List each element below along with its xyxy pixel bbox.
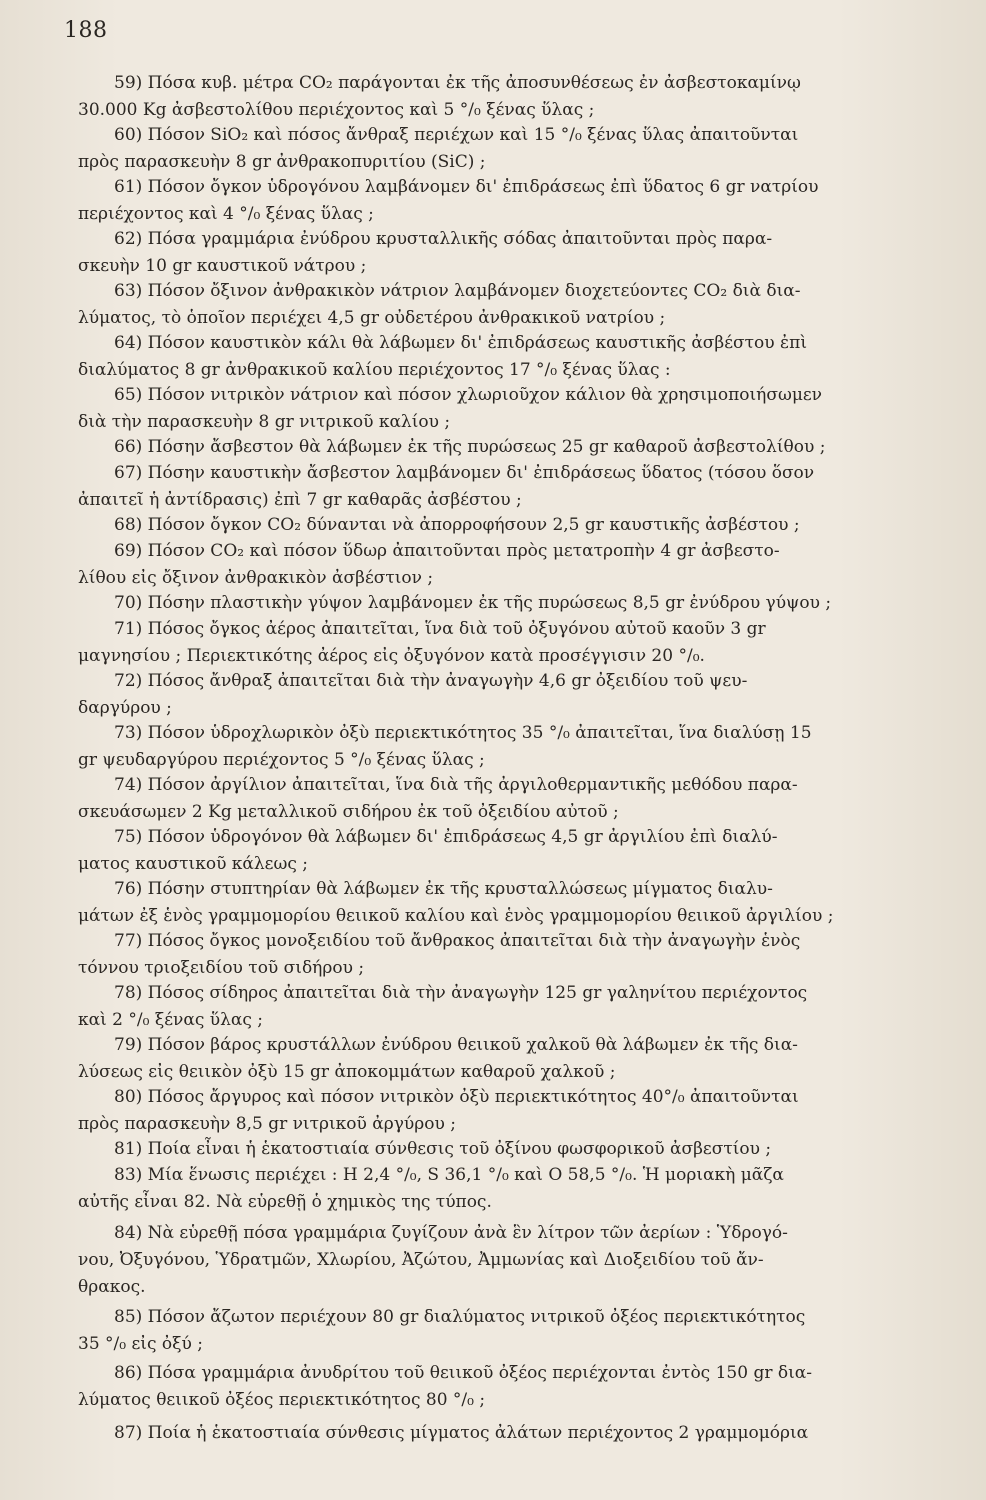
problem-line: σκευάσωμεν 2 Kg μεταλλικοῦ σιδήρου ἐκ τοῦ ὀξειδίου αὐτοῦ ;: [78, 802, 619, 822]
problem-line: 67) Πόσην καυστικὴν ἄσβεστον λαμβάνομεν δι' ἐπιδράσεως ὕδατος (τόσου ὅσον: [114, 463, 815, 483]
problem-line: 86) Πόσα γραμμάρια ἀνυδρίτου τοῦ θειικοῦ ὀξέος περιέχονται ἐντὸς 150 gr δια-: [114, 1363, 812, 1383]
problem-line: καὶ 2 °/₀ ξένας ὕλας ;: [78, 1010, 263, 1030]
problem-line: 60) Πόσον SiO₂ καὶ πόσος ἄνθραξ περιέχων καὶ 15 °/₀ ξένας ὕλας ἀπαιτοῦνται: [114, 125, 799, 145]
problem-73: [0, 720, 986, 774]
problem-61: [0, 174, 986, 228]
problem-78: [0, 980, 986, 1034]
problem-line: μάτων ἐξ ἑνὸς γραμμομορίου θειικοῦ καλίου καὶ ἑνὸς γραμμομορίου θειικοῦ ἀργιλίου ;: [78, 906, 834, 926]
problem-line: μαγνησίου ; Περιεκτικότης ἀέρος εἰς ὀξυγόνον κατὰ προσέγγισιν 20 °/₀.: [78, 646, 705, 666]
problem-line: 81) Ποία εἶναι ἡ ἑκατοστιαία σύνθεσις τοῦ ὀξίνου φωσφορικοῦ ἀσβεστίου ;: [114, 1139, 772, 1159]
problem-line: 71) Πόσος ὄγκος ἀέρος ἀπαιτεῖται, ἵνα διὰ τοῦ ὀξυγόνου αὐτοῦ καοῦν 3 gr: [114, 619, 766, 639]
problem-68: [0, 512, 986, 539]
problem-line: 61) Πόσον ὄγκον ὑδρογόνου λαμβάνομεν δι' ἐπιδράσεως ἐπὶ ὕδατος 6 gr νατρίου: [114, 177, 819, 197]
problem-line: λύματος θειικοῦ ὀξέος περιεκτικότητος 80 °/₀ ;: [78, 1390, 486, 1410]
problem-line: 66) Πόσην ἄσβεστον θὰ λάβωμεν ἐκ τῆς πυρώσεως 25 gr καθαροῦ ἀσβεστολίθου ;: [114, 437, 826, 457]
problem-75: [0, 824, 986, 878]
problem-line: 73) Πόσον ὑδροχλωρικὸν ὀξὺ περιεκτικότητος 35 °/₀ ἀπαιτεῖται, ἵνα διαλύσῃ 15: [114, 723, 812, 743]
problem-69: [0, 538, 986, 592]
problem-83: [0, 1162, 986, 1216]
problem-85: [0, 1304, 986, 1358]
problem-line: διὰ τὴν παρασκευὴν 8 gr νιτρικοῦ καλίου ;: [78, 412, 451, 432]
problem-line: νου, Ὀξυγόνου, Ὑδρατμῶν, Χλωρίου, Ἀζώτου, Ἀμμωνίας καὶ Διοξειδίου τοῦ ἄν-: [78, 1250, 764, 1270]
problem-63: [0, 278, 986, 332]
problem-line: 63) Πόσον ὄξινον ἀνθρακικὸν νάτριον λαμβάνομεν διοχετεύοντες CO₂ διὰ δια-: [114, 281, 801, 301]
problem-line: τόννου τριοξειδίου τοῦ σιδήρου ;: [78, 958, 365, 978]
problem-87: [0, 1420, 986, 1447]
problem-line: δαργύρου ;: [78, 698, 172, 718]
problem-71: [0, 616, 986, 670]
problem-65: [0, 382, 986, 436]
problem-line: πρὸς παρασκευὴν 8,5 gr νιτρικοῦ ἀργύρου ;: [78, 1114, 456, 1134]
problem-line: 65) Πόσον νιτρικὸν νάτριον καὶ πόσον χλωριοῦχον κάλιον θὰ χρησιμοποιήσωμεν: [114, 385, 823, 405]
problem-line: 62) Πόσα γραμμάρια ἐνύδρου κρυσταλλικῆς σόδας ἀπαιτοῦνται πρὸς παρα-: [114, 229, 773, 249]
problem-79: [0, 1032, 986, 1086]
problem-72: [0, 668, 986, 722]
problem-line: σκευὴν 10 gr καυστικοῦ νάτρου ;: [78, 256, 367, 276]
problem-62: [0, 226, 986, 280]
problem-line: 77) Πόσος ὄγκος μονοξειδίου τοῦ ἄνθρακος ἀπαιτεῖται διὰ τὴν ἀναγωγὴν ἑνὸς: [114, 931, 801, 951]
problem-line: λίθου εἰς ὄξινον ἀνθρακικὸν ἀσβέστιον ;: [78, 568, 434, 588]
problem-74: [0, 772, 986, 826]
page-number: 188: [64, 18, 108, 43]
problem-81: [0, 1136, 986, 1163]
problem-line: πρὸς παρασκευὴν 8 gr ἀνθρακοπυριτίου (SiC) ;: [78, 152, 486, 172]
problem-59: [0, 70, 986, 124]
problem-line: 72) Πόσος ἄνθραξ ἀπαιτεῖται διὰ τὴν ἀναγωγὴν 4,6 gr ὀξειδίου τοῦ ψευ-: [114, 671, 748, 691]
problem-line: 78) Πόσος σίδηρος ἀπαιτεῖται διὰ τὴν ἀναγωγὴν 125 gr γαληνίτου περιέχοντος: [114, 983, 808, 1003]
problem-line: αὐτῆς εἶναι 82. Νὰ εὑρεθῇ ὁ χημικὸς της τύπος.: [78, 1192, 492, 1212]
problem-line: 69) Πόσον CO₂ καὶ πόσον ὕδωρ ἀπαιτοῦνται πρὸς μετατροπὴν 4 gr ἀσβεστο-: [114, 541, 780, 561]
problem-60: [0, 122, 986, 176]
problem-86: [0, 1360, 986, 1414]
problem-line: λύματος, τὸ ὁποῖον περιέχει 4,5 gr οὐδετέρου ἀνθρακικοῦ νατρίου ;: [78, 308, 666, 328]
problem-line: 70) Πόσην πλαστικὴν γύψον λαμβάνομεν ἐκ τῆς πυρώσεως 8,5 gr ἐνύδρου γύψου ;: [114, 593, 832, 613]
problem-line: 30.000 Kg ἀσβεστολίθου περιέχοντος καὶ 5 °/₀ ξένας ὕλας ;: [78, 100, 595, 120]
problem-line: 59) Πόσα κυβ. μέτρα CO₂ παράγονται ἐκ τῆς ἀποσυνθέσεως ἐν ἀσβεστοκαμίνῳ: [114, 73, 801, 93]
problem-77: [0, 928, 986, 982]
problem-line: 79) Πόσον βάρος κρυστάλλων ἐνύδρου θειικοῦ χαλκοῦ θὰ λάβωμεν ἐκ τῆς δια-: [114, 1035, 798, 1055]
problem-line: 64) Πόσον καυστικὸν κάλι θὰ λάβωμεν δι' ἐπιδράσεως καυστικῆς ἀσβέστου ἐπὶ: [114, 333, 807, 353]
problem-76: [0, 876, 986, 930]
problem-line: 83) Μία ἕνωσις περιέχει : H 2,4 °/₀, S 36,1 °/₀ καὶ O 58,5 °/₀. Ἡ μοριακὴ μᾶζα: [114, 1165, 784, 1185]
problem-line: 84) Νὰ εὑρεθῇ πόσα γραμμάρια ζυγίζουν ἀνὰ ἓν λίτρον τῶν ἀερίων : Ὑδρογό-: [114, 1223, 788, 1243]
problem-line: θρακος.: [78, 1277, 146, 1297]
problem-66: [0, 434, 986, 461]
problem-64: [0, 330, 986, 384]
problem-line: 85) Πόσον ἄζωτον περιέχουν 80 gr διαλύματος νιτρικοῦ ὀξέος περιεκτικότητος: [114, 1307, 806, 1327]
problem-line: 87) Ποία ἡ ἑκατοστιαία σύνθεσις μίγματος ἀλάτων περιέχοντος 2 γραμμομόρια: [114, 1423, 809, 1443]
problem-84: [0, 1220, 986, 1301]
problem-line: gr ψευδαργύρου περιέχοντος 5 °/₀ ξένας ὕλας ;: [78, 750, 485, 770]
problem-70: [0, 590, 986, 617]
problem-line: περιέχοντος καὶ 4 °/₀ ξένας ὕλας ;: [78, 204, 374, 224]
problem-line: λύσεως εἰς θειικὸν ὀξὺ 15 gr ἀποκομμάτων καθαροῦ χαλκοῦ ;: [78, 1062, 616, 1082]
problem-line: ματος καυστικοῦ κάλεως ;: [78, 854, 309, 874]
problem-line: διαλύματος 8 gr ἀνθρακικοῦ καλίου περιέχοντος 17 °/₀ ξένας ὕλας :: [78, 360, 671, 380]
problem-line: ἀπαιτεῖ ἡ ἀντίδρασις) ἐπὶ 7 gr καθαρᾶς ἀσβέστου ;: [78, 490, 522, 510]
problem-line: 75) Πόσον ὑδρογόνον θὰ λάβωμεν δι' ἐπιδράσεως 4,5 gr ἀργιλίου ἐπὶ διαλύ-: [114, 827, 778, 847]
problem-80: [0, 1084, 986, 1138]
problem-line: 35 °/₀ εἰς ὀξύ ;: [78, 1334, 203, 1354]
problem-67: [0, 460, 986, 514]
problem-line: 80) Πόσος ἄργυρος καὶ πόσον νιτρικὸν ὀξὺ περιεκτικότητος 40°/₀ ἀπαιτοῦνται: [114, 1087, 799, 1107]
problem-line: 74) Πόσον ἀργίλιον ἀπαιτεῖται, ἵνα διὰ τῆς ἀργιλοθερμαντικῆς μεθόδου παρα-: [114, 775, 798, 795]
problem-line: 68) Πόσον ὄγκον CO₂ δύνανται νὰ ἀπορροφήσουν 2,5 gr καυστικῆς ἀσβέστου ;: [114, 515, 800, 535]
problem-line: 76) Πόσην στυπτηρίαν θὰ λάβωμεν ἐκ τῆς κρυσταλλώσεως μίγματος διαλυ-: [114, 879, 773, 899]
